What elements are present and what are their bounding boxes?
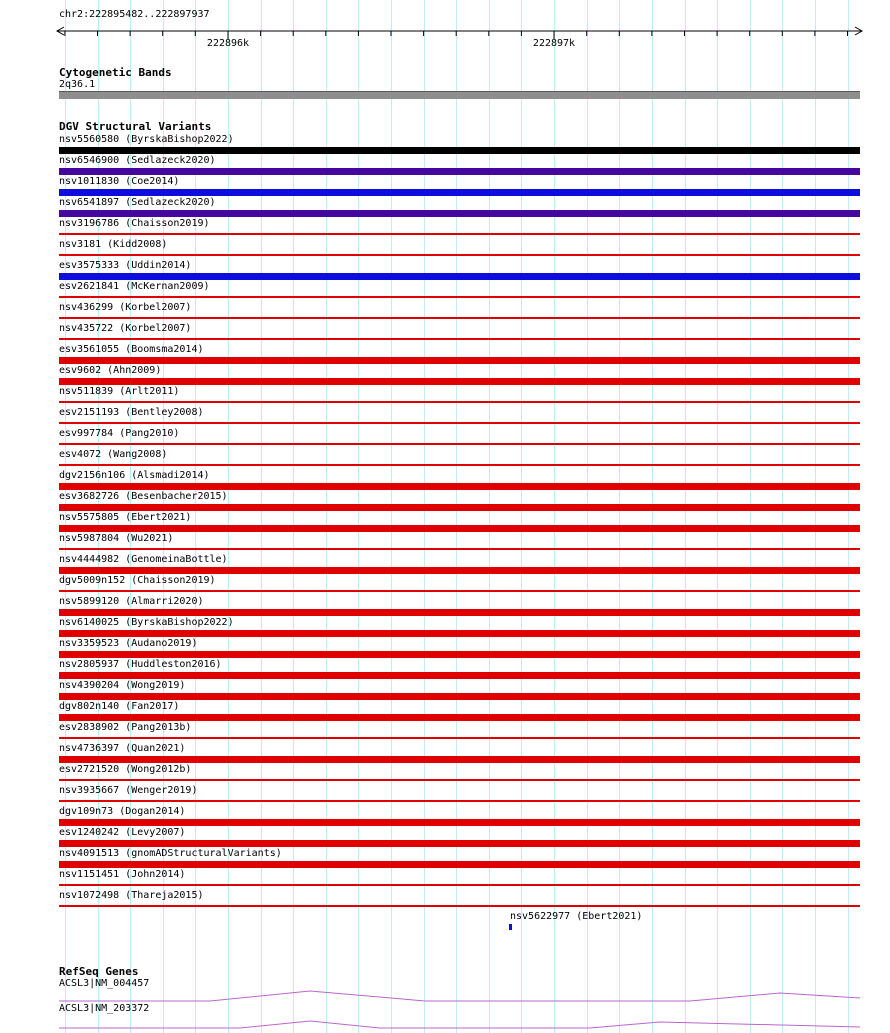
variant-bar[interactable] [59, 840, 860, 847]
variant-label: dgv109n73 (Dogan2014) [59, 806, 186, 817]
track-title-cytogenetic-bands: Cytogenetic Bands [59, 66, 172, 79]
variant-bar[interactable] [59, 464, 860, 466]
variant-label: nsv5899120 (Almarri2020) [59, 596, 204, 607]
grid-line [782, 0, 783, 1033]
variant-label: nsv4091513 (gnomADStructuralVariants) [59, 848, 282, 859]
variant-label: nsv1072498 (Thareja2015) [59, 890, 204, 901]
variant-label: esv3561055 (Boomsma2014) [59, 344, 204, 355]
ruler-tick-label: 222897k [532, 38, 576, 49]
variant-bar[interactable] [59, 861, 860, 868]
variant-bar[interactable] [59, 483, 860, 490]
variant-bar[interactable] [59, 779, 860, 781]
variant-bar[interactable] [59, 737, 860, 739]
variant-bar[interactable] [59, 357, 860, 364]
grid-line [750, 0, 751, 1033]
variant-label: esv4072 (Wang2008) [59, 449, 168, 460]
variant-label: nsv435722 (Korbel2007) [59, 323, 192, 334]
grid-line [815, 0, 816, 1033]
gene-glyph-nm-004457[interactable] [59, 991, 860, 1001]
variant-label: nsv4736397 (Quan2021) [59, 743, 186, 754]
variant-bar[interactable] [59, 567, 860, 574]
variant-label: esv997784 (Pang2010) [59, 428, 180, 439]
variant-bar[interactable] [59, 800, 860, 802]
variant-label: nsv436299 (Korbel2007) [59, 302, 192, 313]
variant-bar[interactable] [59, 525, 860, 532]
ruler-ticks [65, 31, 848, 39]
grid-line [326, 0, 327, 1033]
grid-line [685, 0, 686, 1033]
variant-label: nsv4444982 (GenomeinaBottle) [59, 554, 228, 565]
grid-line [358, 0, 359, 1033]
variant-bar[interactable] [59, 819, 860, 826]
variant-label: nsv5575805 (Ebert2021) [59, 512, 192, 523]
grid-line [652, 0, 653, 1033]
variant-label: dgv5009n152 (Chaisson2019) [59, 575, 216, 586]
variant-bar[interactable] [59, 168, 860, 175]
variant-bar[interactable] [59, 254, 860, 256]
grid-line [261, 0, 262, 1033]
variant-label: dgv2156n106 (Alsmadi2014) [59, 470, 210, 481]
variant-bar[interactable] [59, 401, 860, 403]
grid-line [456, 0, 457, 1033]
variant-bar[interactable] [59, 338, 860, 340]
region-coordinates: chr2:222895482..222897937 [59, 9, 210, 20]
variant-bar[interactable] [59, 905, 860, 907]
grid-line [293, 0, 294, 1033]
gene-label: ACSL3|NM_004457 [59, 978, 150, 989]
grid-line [489, 0, 490, 1033]
variant-label: nsv6541897 (Sedlazeck2020) [59, 197, 216, 208]
variant-label: nsv3181 (Kidd2008) [59, 239, 168, 250]
variant-label: esv9602 (Ahn2009) [59, 365, 162, 376]
variant-label: esv3575333 (Uddin2014) [59, 260, 192, 271]
variant-bar[interactable] [59, 233, 860, 235]
variant-bar[interactable] [59, 714, 860, 721]
variant-bar[interactable] [59, 296, 860, 298]
cytoband-bar[interactable] [59, 91, 860, 99]
ruler-tick-label: 222896k [206, 38, 250, 49]
variant-label: nsv6140025 (ByrskaBishop2022) [59, 617, 234, 628]
variant-bar[interactable] [59, 317, 860, 319]
grid-line [424, 0, 425, 1033]
variant-bar[interactable] [59, 548, 860, 550]
variant-bar[interactable] [59, 189, 860, 196]
gene-glyph-nm-203372[interactable] [59, 1021, 860, 1028]
grid-line [619, 0, 620, 1033]
variant-bar[interactable] [59, 609, 860, 616]
variant-bar[interactable] [59, 147, 860, 154]
variant-bar[interactable] [59, 210, 860, 217]
variant-label: esv2838902 (Pang2013b) [59, 722, 192, 733]
variant-bar[interactable] [509, 924, 512, 930]
variant-label: esv2151193 (Bentley2008) [59, 407, 204, 418]
grid-line [228, 0, 229, 1033]
variant-label: nsv5622977 (Ebert2021) [510, 911, 643, 922]
variant-bar[interactable] [59, 756, 860, 763]
variant-bar[interactable] [59, 672, 860, 679]
variant-label: nsv5560580 (ByrskaBishop2022) [59, 134, 234, 145]
variant-bar[interactable] [59, 378, 860, 385]
variant-bar[interactable] [59, 651, 860, 658]
variant-bar[interactable] [59, 693, 860, 700]
variant-label: nsv1011830 (Coe2014) [59, 176, 180, 187]
grid-line [717, 0, 718, 1033]
grid-line [521, 0, 522, 1033]
variant-label: nsv5987804 (Wu2021) [59, 533, 174, 544]
variant-label: nsv3196786 (Chaisson2019) [59, 218, 210, 229]
grid-line [391, 0, 392, 1033]
grid-line [554, 0, 555, 1033]
variant-bar[interactable] [59, 630, 860, 637]
variant-bar[interactable] [59, 884, 860, 886]
variant-label: nsv2805937 (Huddleston2016) [59, 659, 222, 670]
gene-label: ACSL3|NM_203372 [59, 1003, 150, 1014]
grid-line [587, 0, 588, 1033]
ruler[interactable] [0, 22, 890, 52]
variant-label: dgv802n140 (Fan2017) [59, 701, 180, 712]
variant-label: esv2721520 (Wong2012b) [59, 764, 192, 775]
variant-label: nsv1151451 (John2014) [59, 869, 186, 880]
variant-label: esv2621841 (McKernan2009) [59, 281, 210, 292]
variant-bar[interactable] [59, 443, 860, 445]
variant-bar[interactable] [59, 273, 860, 280]
variant-bar[interactable] [59, 590, 860, 592]
variant-bar[interactable] [59, 422, 860, 424]
variant-label: nsv4390204 (Wong2019) [59, 680, 186, 691]
variant-label: nsv511839 (Arlt2011) [59, 386, 180, 397]
variant-label: nsv3359523 (Audano2019) [59, 638, 198, 649]
variant-label: nsv6546900 (Sedlazeck2020) [59, 155, 216, 166]
track-title-dgv-structural-variants: DGV Structural Variants [59, 120, 212, 133]
variant-label: nsv3935667 (Wenger2019) [59, 785, 198, 796]
cytoband-label: 2q36.1 [59, 79, 96, 90]
variant-label: esv1240242 (Levy2007) [59, 827, 186, 838]
track-title-refseq-genes: RefSeq Genes [59, 965, 139, 978]
variant-bar[interactable] [59, 504, 860, 511]
variant-label: esv3682726 (Besenbacher2015) [59, 491, 228, 502]
grid-line [848, 0, 849, 1033]
